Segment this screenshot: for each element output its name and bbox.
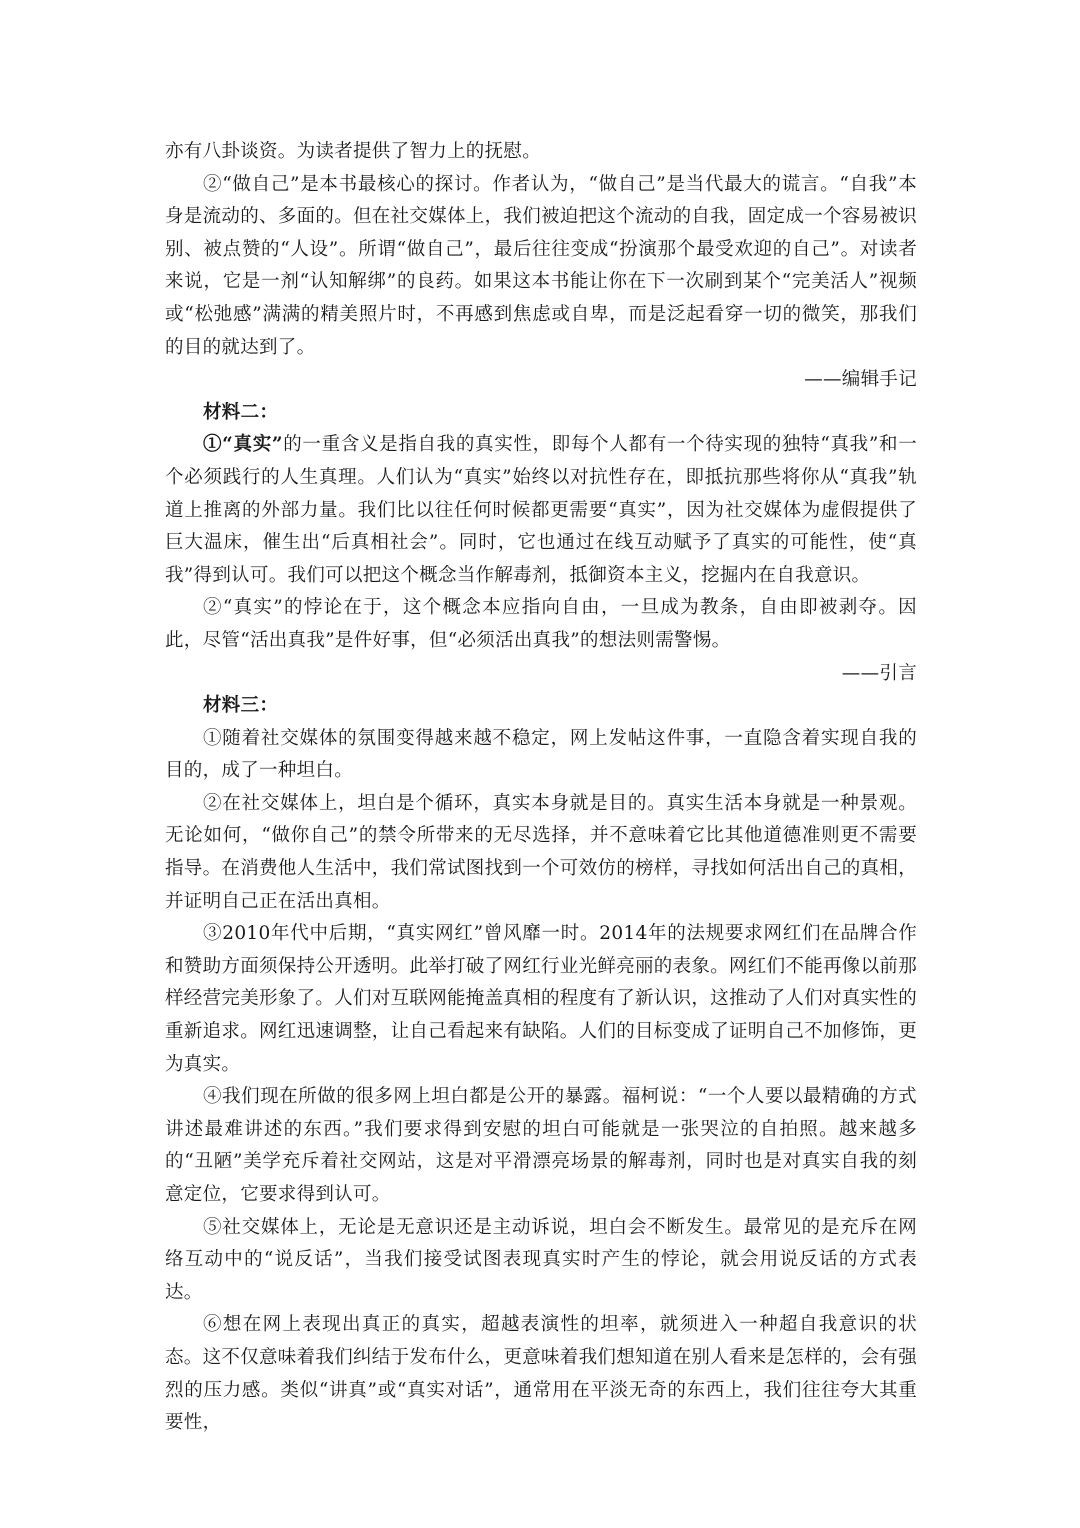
material-two-source: ——引言 (841, 662, 917, 684)
material-two-heading: 材料二： (203, 401, 279, 423)
material-one-paragraph-2: ②“做自己”是本书最核心的探讨。作者认为，“做自己”是当代最大的谎言。“自我”本身是流动的、多面的。但在社交媒体上，我们被迫把这个流动的自我，固定成一个容易被识别、被点赞的“人设”。所谓“做自己”，最后往往变成“扮演那个最受欢迎的自己”。对读者来说，它是一剂“认知解绑”的良药。如果这本书能让你在下一次刷到某个“完美活人”视频或“松弛感”满满的精美照片时，不再感到焦虑或自卑，而是泛起看穿一切的微笑，那我们的目的就达到了。 (165, 173, 918, 358)
material-three-paragraph-4: ④我们现在所做的很多网上坦白都是公开的暴露。福柯说：“一个人要以最精确的方式讲述最难讲述的东西。”我们要求得到安慰的坦白可能就是一张哭泣的自拍照。越来越多的“丑陋”美学充斥着社交网站，这是对平滑漂亮场景的解毒剂，同时也是对真实自我的刻意定位，它要求得到认可。 (165, 1086, 917, 1205)
material-one-source: ——编辑手记 (804, 369, 917, 391)
material-three-paragraph-3: ③2010年代中后期，“真实网红”曾风靡一时。2014年的法规要求网红们在品牌合作和赞助方面须保持公开透明。此举打破了网红行业光鲜亮丽的表象。网红们不能再像以前那样经营完美形象了。人们对互联网能掩盖真相的程度有了新认识，这推动了人们对真实性的重新追求。网红迅速调整，让自己看起来有缺陷。人们的目标变成了证明自己不加修饰，更为真实。 (165, 923, 918, 1075)
document-page (165, 136, 917, 1440)
material-two-paragraph-2: ②“真实”的悖论在于，这个概念本应指向自由，一旦成为教条，自由即被剥夺。因此，尽管“活出真我”是件好事，但“必须活出真我”的想法则需警惕。 (165, 597, 917, 651)
material-two-paragraph-1 (165, 429, 917, 592)
material-three-paragraph-1: ①随着社交媒体的氛围变得越来越不稳定，网上发帖这件事，一直隐含着实现自我的目的，成了一种坦白。 (165, 727, 917, 782)
term-authenticity: ①“真实” (203, 434, 283, 456)
material-three-paragraph-5: ⑤社交媒体上，无论是无意识还是主动诉说，坦白会不断发生。最常见的是充斥在网络互动中的“说反话”，当我们接受试图表现真实时产生的悖论，就会用说反话的方式表达。 (165, 1216, 917, 1303)
material-three-paragraph-2: ②在社交媒体上，坦白是个循环，真实本身就是目的。真实生活本身就是一种景观。无论如何，“做你自己”的禁令所带来的无尽选择，并不意味着它比其他道德准则更不需要指导。在消费他人生活中，我们常试图找到一个可效仿的榜样，寻找如何活出自己的真相，并证明自己正在活出真相。 (165, 792, 918, 912)
paragraph-continuation: 亦有八卦谈资。为读者提供了智力上的抚慰。 (165, 141, 542, 162)
material-two-paragraph-1-text: 的一重含义是指自我的真实性，即每个人都有一个待实现的独特“真我”和一个必须践行的人生真理。人们认为“真实”始终以对抗性存在，即抵抗那些将你从“真我”轨道上推离的外部力量。我们比以往任何时候都更需要“真实”，因为社交媒体为虚假提供了巨大温床，催生出“后真相社会”。同时，它也通过在线互动赋予了真实的可能性，使“真我”得到认可。我们可以把这个概念当作解毒剂，抵御资本主义，挖掘内在自我意识。 (165, 434, 917, 586)
material-three-heading: 材料三： (203, 695, 279, 717)
material-three-paragraph-6: ⑥想在网上表现出真正的真实，超越表演性的坦率，就须进入一种超自我意识的状态。这不仅意味着我们纠结于发布什么，更意味着我们想知道在别人看来是怎样的，会有强烈的压力感。类似“讲真”或“真实对话”，通常用在平淡无奇的东西上，我们往往夸大其重要性， (165, 1314, 918, 1434)
